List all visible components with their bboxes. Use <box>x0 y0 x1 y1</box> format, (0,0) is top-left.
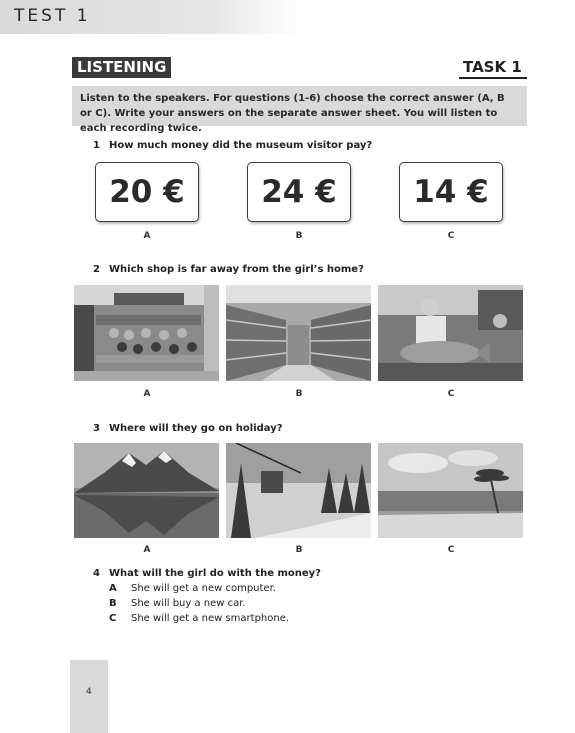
task-label: TASK 1 <box>463 58 522 76</box>
question-4 <box>93 568 321 579</box>
answer-option-b[interactable] <box>109 598 246 609</box>
mountain-lake-photo[interactable] <box>74 443 219 538</box>
answer-option-a[interactable] <box>109 583 276 594</box>
option-letter-a: A <box>143 389 151 399</box>
supermarket-aisle-photo[interactable] <box>226 285 371 381</box>
answer-option-c[interactable] <box>109 613 289 624</box>
option-letter-c: C <box>447 389 455 399</box>
ski-resort-photo[interactable] <box>226 443 371 538</box>
option-letter-a: A <box>143 545 151 555</box>
question-text: How much money did the museum visitor pay? <box>109 140 373 151</box>
option-letter: C <box>109 613 117 624</box>
option-letter-c: C <box>447 545 455 555</box>
price-option-c[interactable]: 14 € <box>399 162 503 222</box>
option-letter-c: C <box>447 231 455 241</box>
question-number: 1 <box>93 140 100 151</box>
tropical-beach-photo[interactable] <box>378 443 523 538</box>
instructions-box: Listen to the speakers. For questions (1-6) choose the correct answer (A, B or C). Write your answers on the separate answer sheet. You will listen to each recording twice. <box>72 86 527 126</box>
page-number: 4 <box>86 687 92 697</box>
question-3 <box>93 423 283 434</box>
question-text: Where will they go on holiday? <box>109 423 283 434</box>
section-title: LISTENING <box>72 57 171 78</box>
question-number: 3 <box>93 423 100 434</box>
question-number: 4 <box>93 568 100 579</box>
fruit-market-photo[interactable] <box>74 285 219 381</box>
question-1 <box>93 140 372 151</box>
option-letter: B <box>109 598 117 609</box>
question-text: Which shop is far away from the girl’s home? <box>109 264 364 275</box>
task-underline <box>459 77 527 79</box>
fish-market-photo[interactable] <box>378 285 523 381</box>
price-option-a[interactable]: 20 € <box>95 162 199 222</box>
question-2 <box>93 264 364 275</box>
price-option-b[interactable]: 24 € <box>247 162 351 222</box>
option-letter: A <box>109 583 117 594</box>
option-text: She will buy a new car. <box>131 598 246 609</box>
option-letter-b: B <box>295 231 303 241</box>
option-letter-a: A <box>143 231 151 241</box>
question-text: What will the girl do with the money? <box>109 568 321 579</box>
option-letter-b: B <box>295 389 303 399</box>
option-letter-b: B <box>295 545 303 555</box>
test-title: TEST 1 <box>14 6 91 26</box>
option-text: She will get a new computer. <box>131 583 276 594</box>
question-number: 2 <box>93 264 100 275</box>
option-text: She will get a new smartphone. <box>131 613 290 624</box>
test-header-band <box>0 0 300 34</box>
